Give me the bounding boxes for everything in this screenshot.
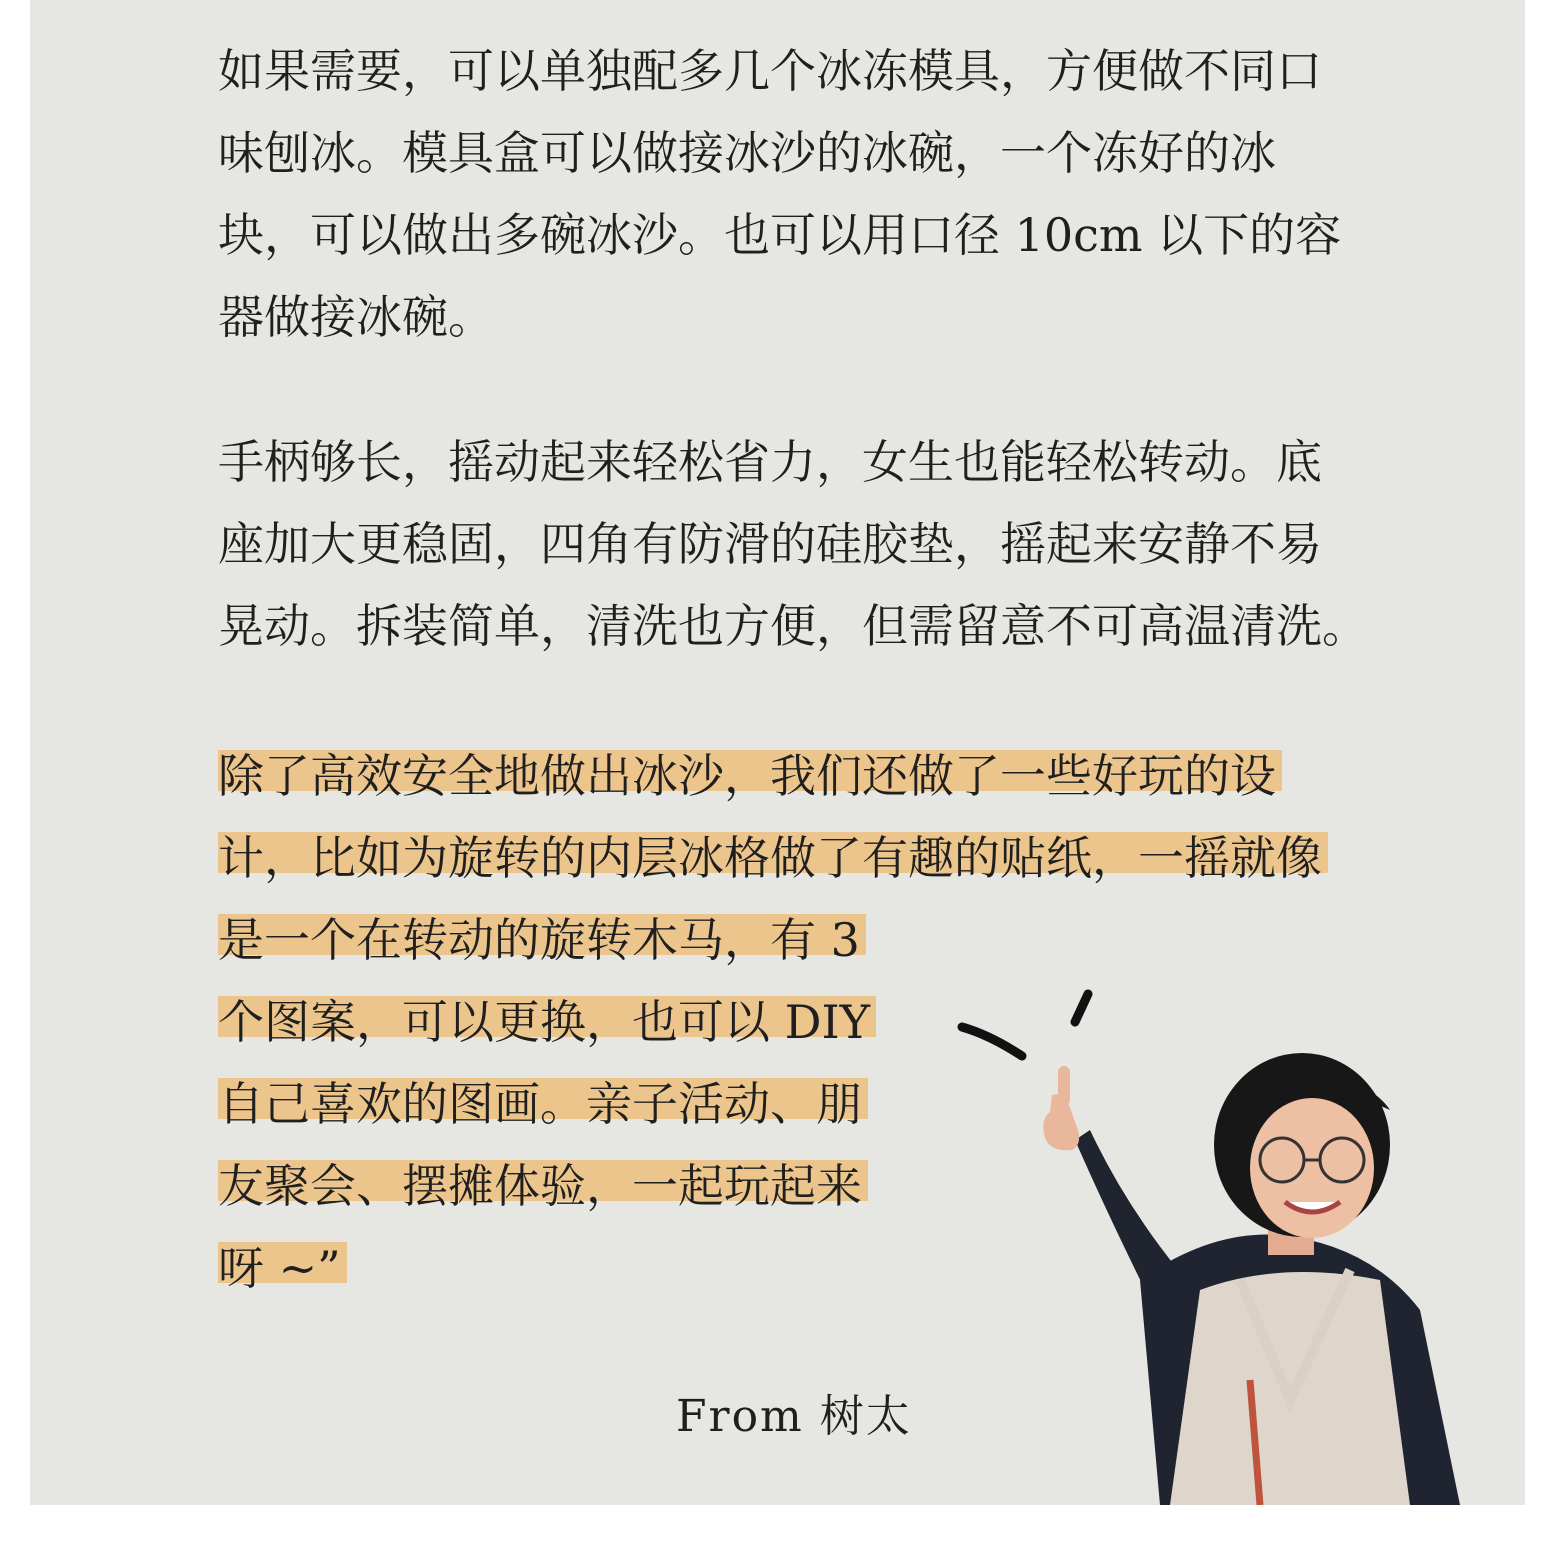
text-line: 器做接冰碗。 (218, 290, 494, 344)
highlighted-text: 是一个在转动的旋转木马，有 3 (218, 899, 866, 981)
text-line: 晃动。拆装简单，清洗也方便，但需留意不可高温清洗。 (218, 599, 1368, 653)
paragraph-handle-info (218, 421, 1453, 667)
highlight-line (218, 735, 1453, 817)
emphasis-stroke-icon (1075, 994, 1088, 1022)
highlighted-text: 呀 ~” (218, 1227, 347, 1309)
pointing-person-illustration (950, 980, 1525, 1505)
highlight-line (218, 899, 1453, 981)
highlighted-text: 友聚会、摆摊体验，一起玩起来 (218, 1145, 868, 1227)
text-line: 座加大更稳固，四角有防滑的硅胶垫，摇起来安静不易 (218, 517, 1322, 571)
highlighted-text: 自己喜欢的图画。亲子活动、朋 (218, 1063, 868, 1145)
highlighted-text: 计，比如为旋转的内层冰格做了有趣的贴纸，一摇就像 (218, 817, 1328, 899)
emphasis-stroke-icon (962, 1027, 1022, 1056)
highlight-line (218, 817, 1453, 899)
text-line: 手柄够长，摇动起来轻松省力，女生也能轻松转动。底 (218, 435, 1322, 489)
signature: From 树太 (676, 1391, 912, 1442)
text-line: 块，可以做出多碗冰沙。也可以用口径 10cm 以下的容 (218, 208, 1342, 262)
text-line: 味刨冰。模具盒可以做接冰沙的冰碗，一个冻好的冰 (218, 126, 1276, 180)
highlighted-text: 个图案，可以更换，也可以 DIY (218, 981, 876, 1063)
highlighted-text: 除了高效安全地做出冰沙，我们还做了一些好玩的设 (218, 735, 1282, 817)
text-line: 如果需要，可以单独配多几个冰冻模具，方便做不同口 (218, 44, 1322, 98)
paragraph-mold-info (218, 30, 1453, 358)
